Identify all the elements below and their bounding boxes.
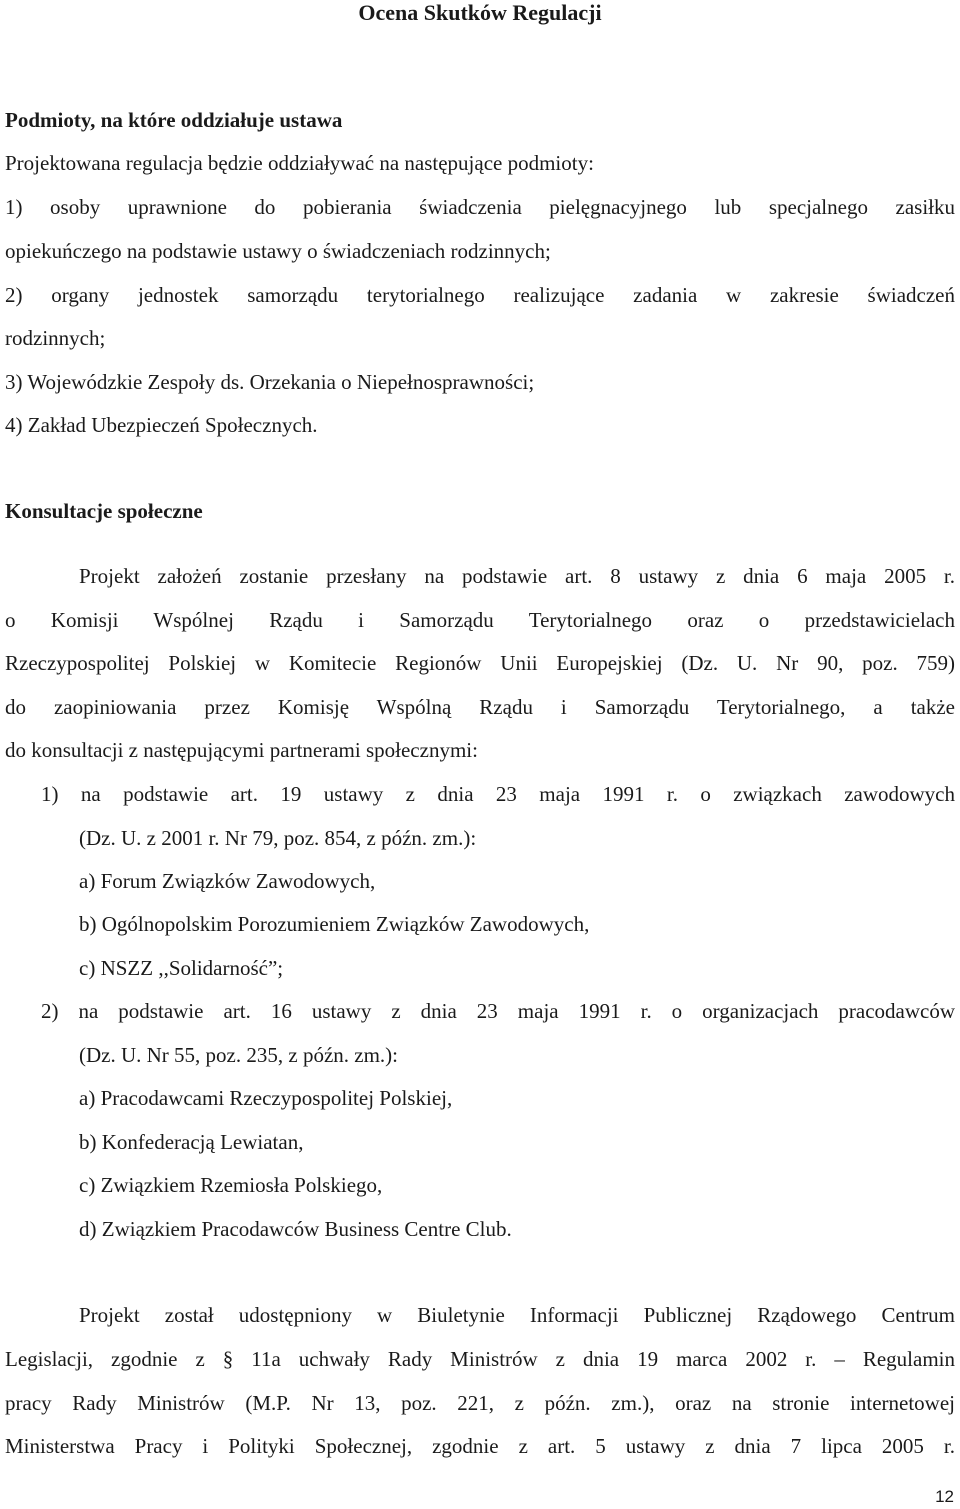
sub-list-item: d) Związkiem Pracodawców Business Centre Club. (79, 1217, 512, 1241)
paragraph-line: Projekt został udostępniony w Biuletynie Informacji Publicznej Rządowego Centrum (79, 1303, 955, 1327)
list-item-line: 4) Zakład Ubezpieczeń Społecznych. (5, 413, 318, 437)
paragraph-line: Ministerstwa Pracy i Polityki Społecznej, zgodnie z art. 5 ustawy z dnia 7 lipca 2005 r. (5, 1434, 955, 1458)
list-item-line: 1) na podstawie art. 19 ustawy z dnia 23 maja 1991 r. o związkach zawodowych (41, 782, 955, 806)
list-item-line: opiekuńczego na podstawie ustawy o świadczeniach rodzinnych; (5, 239, 551, 263)
section-heading-podmioty: Podmioty, na które oddziałuje ustawa (5, 108, 343, 132)
sub-list-item: b) Ogólnopolskim Porozumieniem Związków Zawodowych, (79, 912, 590, 936)
list-item-line: 2) na podstawie art. 16 ustawy z dnia 23 maja 1991 r. o organizacjach pracodawców (41, 999, 955, 1023)
paragraph-line: do konsultacji z następującymi partnerami społecznymi: (5, 738, 478, 762)
paragraph-line: Projekt założeń zostanie przesłany na podstawie art. 8 ustawy z dnia 6 maja 2005 r. (79, 564, 955, 588)
page-number: 12 (935, 1487, 954, 1506)
page-title: Ocena Skutków Regulacji (358, 0, 602, 25)
paragraph-line: Projektowana regulacja będzie oddziaływać na następujące podmioty: (5, 151, 594, 175)
paragraph-line: Rzeczypospolitej Polskiej w Komitecie Regionów Unii Europejskiej (Dz. U. Nr 90, poz. 759) (5, 651, 955, 675)
sub-list-item: b) Konfederacją Lewiatan, (79, 1130, 304, 1154)
list-item-line: 3) Wojewódzkie Zespoły ds. Orzekania o Niepełnosprawności; (5, 370, 535, 394)
list-item-line: 2) organy jednostek samorządu terytorialnego realizujące zadania w zakresie świadczeń (5, 283, 955, 307)
paragraph-line: Legislacji, zgodnie z § 11a uchwały Rady Ministrów z dnia 19 marca 2002 r. – Regulamin (5, 1347, 955, 1371)
sub-list-item: a) Forum Związków Zawodowych, (79, 869, 376, 893)
list-item-line: 1) osoby uprawnione do pobierania świadczenia pielęgnacyjnego lub specjalnego zasiłku (5, 195, 955, 219)
list-item-line: rodzinnych; (5, 326, 106, 350)
sub-list-item: c) NSZZ ,,Solidarność”; (79, 956, 284, 980)
list-item-line: (Dz. U. z 2001 r. Nr 79, poz. 854, z późn. zm.): (79, 826, 477, 850)
sub-list-item: a) Pracodawcami Rzeczypospolitej Polskiej, (79, 1086, 453, 1110)
paragraph-line: o Komisji Wspólnej Rządu i Samorządu Terytorialnego oraz o przedstawicielach (5, 608, 955, 632)
paragraph-line: pracy Rady Ministrów (M.P. Nr 13, poz. 221, z późn. zm.), oraz na stronie internetowej (5, 1391, 955, 1415)
section-heading-konsultacje: Konsultacje społeczne (5, 499, 203, 523)
list-item-line: (Dz. U. Nr 55, poz. 235, z późn. zm.): (79, 1043, 398, 1067)
paragraph-line: do zaopiniowania przez Komisję Wspólną Rządu i Samorządu Terytorialnego, a także (5, 695, 955, 719)
sub-list-item: c) Związkiem Rzemiosła Polskiego, (79, 1173, 383, 1197)
